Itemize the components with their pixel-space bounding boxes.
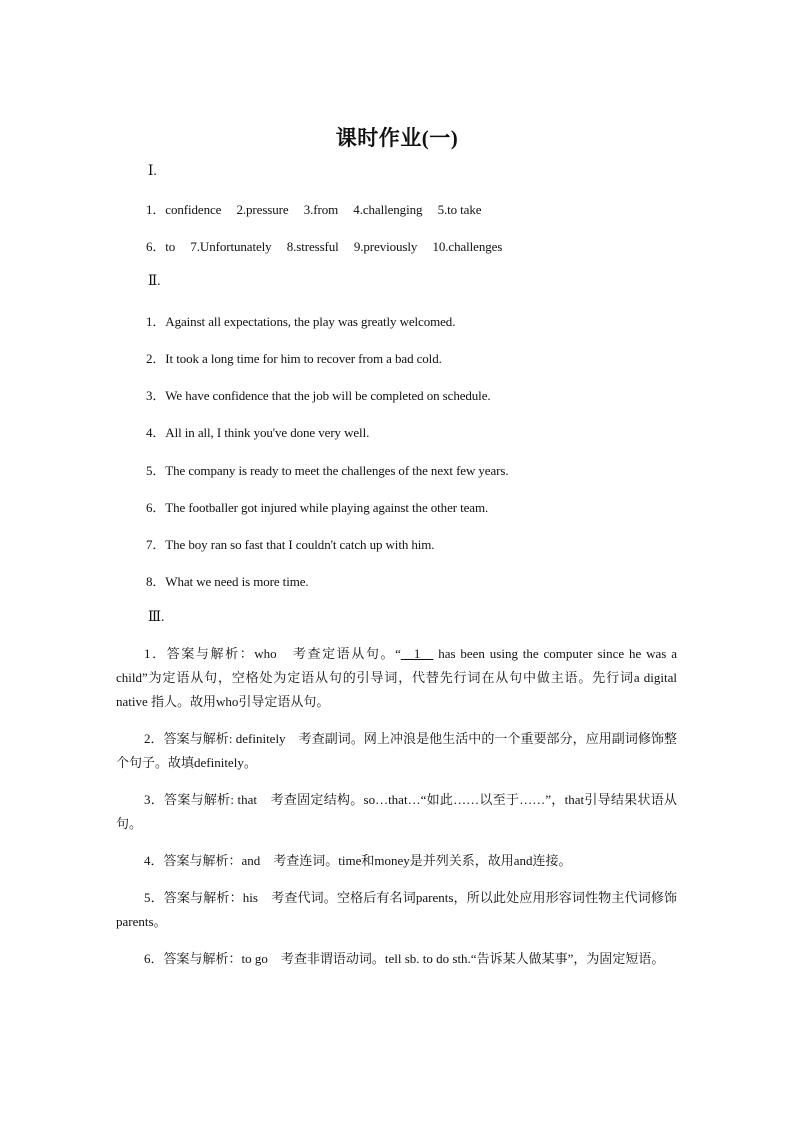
sentence-item: 8．What we need is more time. — [146, 574, 309, 589]
sentence-item: 3．We have confidence that the job will be completed on schedule. — [146, 388, 491, 403]
section-3-label: Ⅲ. — [148, 609, 165, 624]
section-2-label: Ⅱ. — [148, 273, 161, 288]
answer-item: 5.to take — [437, 202, 482, 217]
sentence-item: 1．Against all expectations, the play was greatly welcomed. — [146, 314, 456, 329]
blank-marker: __1__ — [400, 646, 434, 661]
explanation-item — [116, 642, 677, 714]
answer-item: 9.previously — [353, 239, 418, 254]
section-1-label: Ⅰ. — [148, 163, 157, 178]
page-title: 课时作业(一) — [335, 126, 459, 150]
sentence-item: 6．The footballer got injured while playing against the other team. — [146, 500, 489, 515]
answer-item: 2.pressure — [236, 202, 289, 217]
sentence-item: 7．The boy ran so fast that I couldn't catch up with him. — [146, 537, 435, 552]
explanation-item: 4．答案与解析：and 考查连词。time和money是并列关系，故用and连接。 — [144, 853, 572, 868]
answer-item: 8.stressful — [286, 239, 339, 254]
explanation-text: 1．答案与解析：who 考查定语从句。“ — [144, 646, 401, 661]
explanation-item: 6．答案与解析：to go 考查非谓语动词。tell sb. to do sth.“告诉某人做某事”，为固定短语。 — [144, 951, 665, 966]
explanation-item: 2．答案与解析: definitely 考查副词。网上冲浪是他生活中的一个重要部分，应用副词修饰整个句子。故填definitely。 — [116, 731, 677, 770]
answer-item: 10.challenges — [432, 239, 503, 254]
answer-item: 1．confidence — [146, 202, 222, 217]
section-1-row-2 — [146, 236, 502, 255]
answer-item: 3.from — [303, 202, 339, 217]
explanation-item: 3．答案与解析: that 考查固定结构。so…that…“如此……以至于……”，that引导结果状语从句。 — [116, 792, 677, 831]
answer-item: 7.Unfortunately — [190, 239, 272, 254]
sentence-item: 2．It took a long time for him to recover from a bad cold. — [146, 351, 442, 366]
answer-item: 4.challenging — [353, 202, 423, 217]
explanation-text: has been using the computer since he was a child”为定语从句，空格处为定语从句的引导词，代替先行词在从句中做主语。先行词a digital native 指人。故用who引导定语从句。 — [116, 646, 677, 709]
sentence-item: 5．The company is ready to meet the challenges of the next few years. — [146, 463, 509, 478]
sentence-item: 4．All in all, I think you've done very well. — [146, 425, 370, 440]
answer-item: 6．to — [146, 239, 176, 254]
explanation-item: 5．答案与解析：his 考查代词。空格后有名词parents，所以此处应用形容词性物主代词修饰parents。 — [116, 890, 677, 929]
section-1-row-1 — [146, 199, 481, 218]
